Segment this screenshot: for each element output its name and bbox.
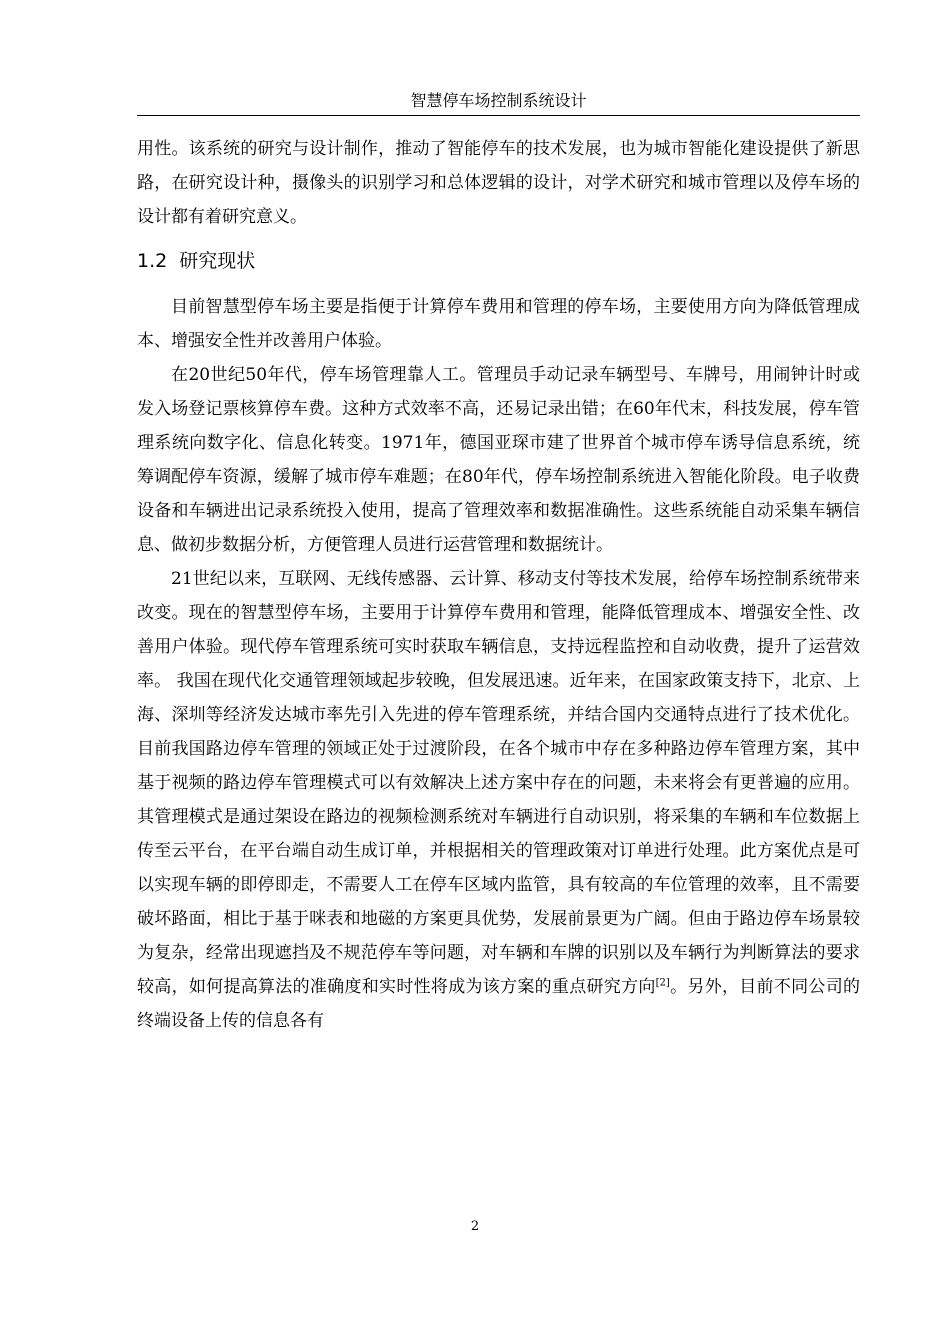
paragraph: 在20世纪50年代，停车场管理靠人工。管理员手动记录车辆型号、车牌号，用闹钟计时或发入场登记票核算停车费。这种方式效率不高，还易记录出错；在60年代末，科技发展，停车管理系统向数字化、信息化转变。1971年，德国亚琛市建了世界首个城市停车诱导信息系统，统筹调配停车资源，缓解了城市停车难题；在80年代，停车场控制系统进入智能化阶段。电子收费设备和车辆进出记录系统投入使用，提高了管理效率和数据准确性。这些系统能自动采集车辆信息、做初步数据分析，方便管理人员进行运营管理和数据统计。 [137,365,860,555]
paragraph-text: 21世纪以来，互联网、无线传感器、云计算、移动支付等技术发展，给停车场控制系统带来改变。现在的智慧型停车场，主要用于计算停车费用和管理，能降低管理成本、增强安全性、改善用户体验。现代停车管理系统可实时获取车辆信息，支持远程监控和自动收费，提升了运营效率。 我国在现代化交通管理领域起步较晚，但发展迅速。近年来，在国家政策支持下，北京、上海、深圳等经济发达城市率先引入先进的停车管理系统，并结合国内交通特点进行了技术优化。目前我国路边停车管理的领域正处于过渡阶段，在各个城市中存在多种路边停车管理方案，其中基于视频的路边停车管理模式可以有效解决上述方案中存在的问题，未来将会有更普遍的应用。其管理模式是通过架设在路边的视频检测系统对车辆进行自动识别，将采集的车辆和车位数据上传至云平台，在平台端自动生成订单，并根据相关的管理政策对订单进行处理。此方案优点是可以实现车辆的即停即走，不需要人工在停车区域内监管，具有较高的车位管理的效率，且不需要破坏路面，相比于基于咪表和地磁的方案更具优势，发展前景更为广阔。但由于路边停车场景较为复杂，经常出现遮挡及不规范停车等问题，对车辆和车牌的识别以及车辆行为判断算法的要求较高，如何提高算法的准确度和实时性将成为该方案的重点研究方向 [137,569,860,997]
intro-paragraph: 用性。该系统的研究与设计制作，推动了智能停车的技术发展，也为城市智能化建设提供了新思路，在研究设计种，摄像头的识别学习和总体逻辑的设计，对学术研究和城市管理以及停车场的设计都有着研究意义。 [137,139,860,227]
section-number: 1.2 [137,250,168,272]
paragraph-with-citation [137,562,860,1038]
citation-reference[interactable]: [2] [655,977,670,989]
running-header: 智慧停车场控制系统设计 [410,91,587,110]
header-rule [137,115,860,116]
page-number: 2 [470,1219,480,1234]
section-title: 研究现状 [179,250,256,272]
body-text [137,132,860,1038]
paragraph-text-continued: 。另外，目前不同公司的终端设备上传的信息各有 [137,977,861,1031]
section-heading [137,244,860,278]
paragraph: 目前智慧型停车场主要是指便于计算停车费用和管理的停车场，主要使用方向为降低管理成本、增强安全性并改善用户体验。 [137,297,860,351]
